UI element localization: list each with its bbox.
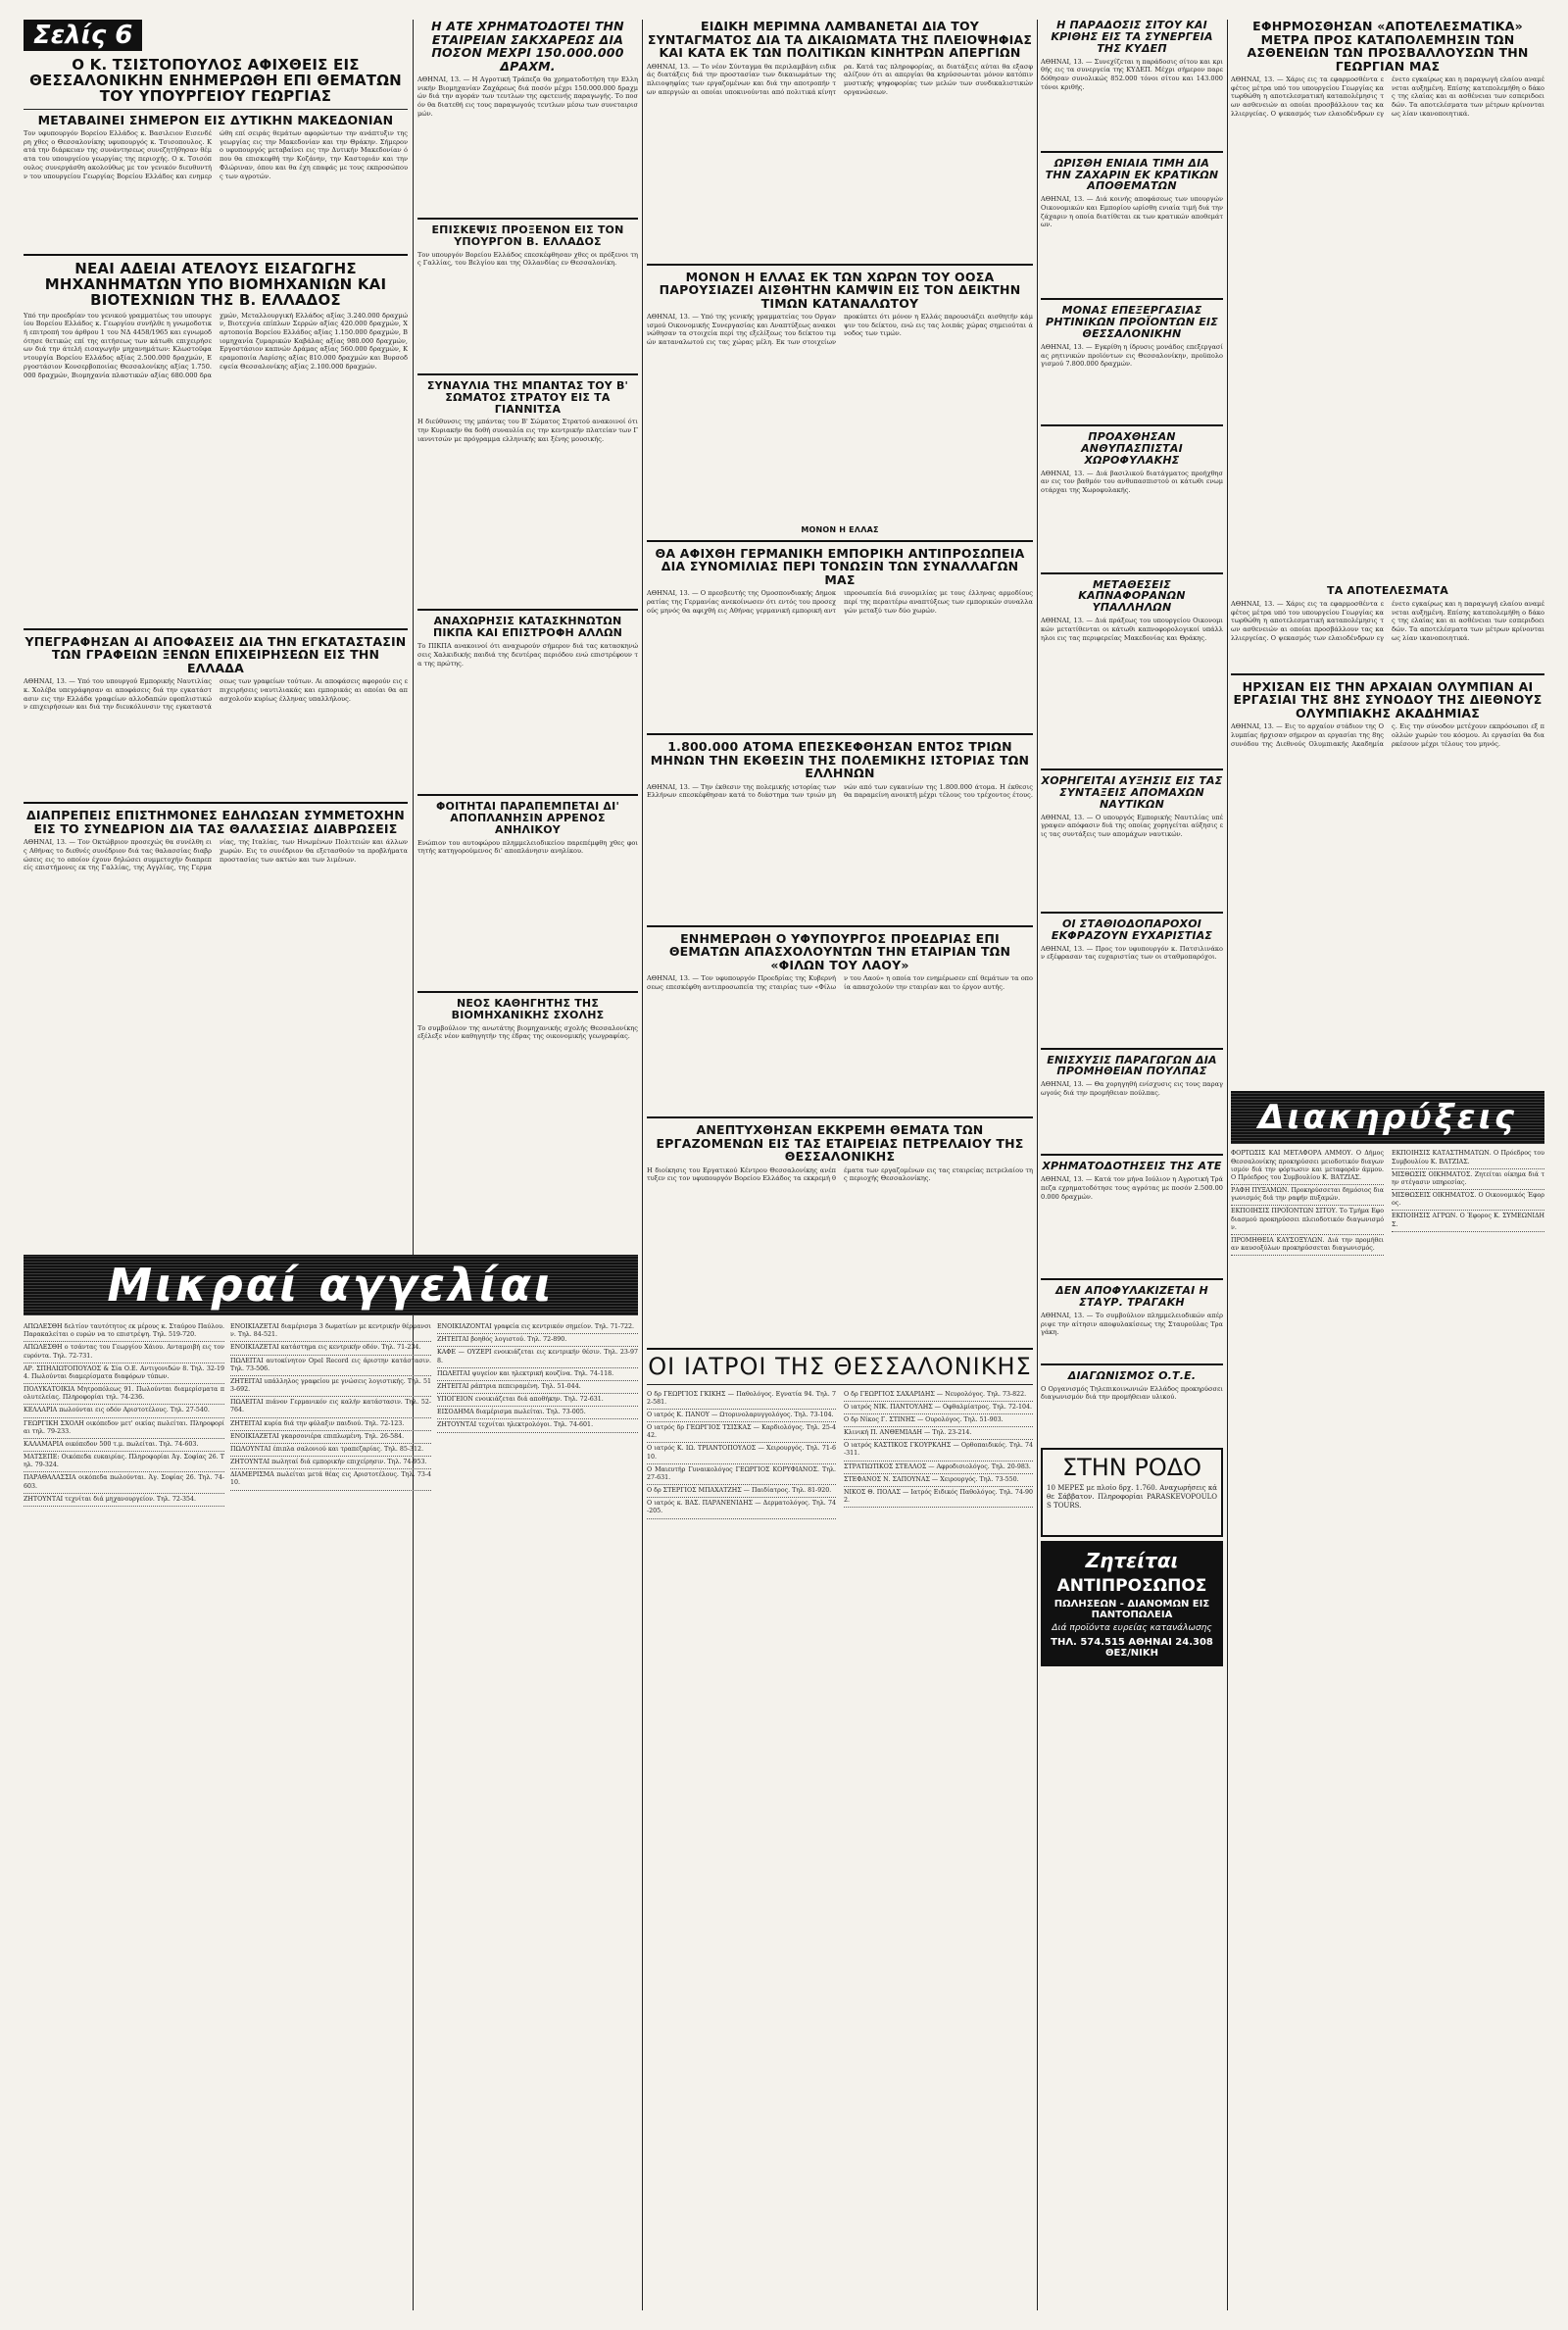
- public-notice: ΕΚΠΟΙΗΣΙΣ ΠΡΟΪΟΝΤΩΝ ΣΙΤΟΥ. Το Τμήμα Εφοδιασμού προκηρύσσει πλειοδοτικόν διαγωνισμόν.: [1231, 1206, 1384, 1235]
- doctors-column: [844, 1389, 1033, 1683]
- article-headline: ΝΕΑΙ ΑΔΕΙΑΙ ΑΤΕΛΟΥΣ ΕΙΣΑΓΩΓΗΣ ΜΗΧΑΝΗΜΑΤΩΝ ΥΠΟ ΒΙΟΜΗΧΑΝΙΩΝ ΚΑΙ ΒΙΟΤΕΧΝΙΩΝ ΤΗΣ Β. ΕΛΛΑΔΟΣ: [44, 260, 387, 310]
- doctor-listing: Ο ιατρός ΝΙΚ. ΠΑΝΤΟΥΛΗΣ — Οφθαλμίατρος. Τηλ. 72-104.: [844, 1402, 1033, 1414]
- notices-banner: Διακηρύξεις: [1231, 1091, 1544, 1144]
- article-body: Τον υπουργόν Βορείου Ελλάδος επεσκέφθησαν χθες οι πρόξενοι της Γαλλίας, του Βελγίου και της Ολλανδίας εν Θεσσαλονίκη.: [417, 250, 638, 268]
- article-body: ΑΘΗΝΑΙ, 13. — Την έκθεσιν της πολεμικής ιστορίας των Ελλήνων επεσκέφθησαν κατά το διάστημα των τριών μηνών από των εγκαινίων της 1.800.000 άτομα. Η έκθεσις θα παραμείνη ανοικτή μέχρι τέλους του τρέχοντος έτους.: [647, 782, 1033, 800]
- article-body: ΑΘΗΝΑΙ, 13. — Διά κοινής αποφάσεως των υπουργών Οικονομικών και Εμπορίου ωρίσθη ενιαία τιμή διά την ζάχαριν η οποία διατίθεται εκ των κρατικών αποθεμάτων.: [1041, 195, 1223, 229]
- article-headline: ΥΠΕΓΡΑΦΗΣΑΝ ΑΙ ΑΠΟΦΑΣΕΙΣ ΔΙΑ ΤΗΝ ΕΓΚΑΤΑΣΤΑΣΙΝ ΤΩΝ ΓΡΑΦΕΙΩΝ ΞΕΝΩΝ ΕΠΙΧΕΙΡΗΣΕΩΝ ΕΙΣ ΤΗΝ ΕΛΛΑΔΑ: [24, 633, 407, 675]
- doctor-listing: Ο δρ ΓΕΩΡΓΙΟΣ ΣΑΧΑΡΙΔΗΣ — Νευρολόγος. Τηλ. 73-822.: [844, 1389, 1033, 1402]
- article-headline: ΕΠΙΣΚΕΨΙΣ ΠΡΟΞΕΝΟΝ ΕΙΣ ΤΟΝ ΥΠΟΥΡΓΟΝ Β. ΕΛΛΑΔΟΣ: [431, 223, 624, 248]
- divider: [24, 109, 408, 110]
- classified-ads-banner: Μικραί αγγελίαι: [24, 1255, 638, 1315]
- classified-ad: ΑΠΩΛΕΣΘΗ δελτίον ταυτότητος εκ μέρους κ. Σταύρου Παύλου. Παρακαλείται ο ευρών να το επιστρέψη. Τηλ. 519-720.: [24, 1321, 224, 1342]
- article-body: ΑΘΗΝΑΙ, 13. — Συνεχίζεται η παράδοσις σίτου και κριθής εις τα συνεργεία της ΚΥΔΕΠ. Μέχρι σήμερον παρεδόθησαν συνολικώς 852.000 τόνοι σίτου και 143.000 τόνοι κριθής.: [1041, 57, 1223, 91]
- article-headline: ΧΟΡΗΓΕΙΤΑΙ ΑΥΞΗΣΙΣ ΕΙΣ ΤΑΣ ΣΥΝΤΑΞΕΙΣ ΑΠΟΜΑΧΩΝ ΝΑΥΤΙΚΩΝ: [1041, 774, 1223, 811]
- page-number-label: Σελίς 6: [24, 20, 142, 51]
- doctor-listing: Ο ιατρός δρ ΓΕΩΡΓΙΟΣ ΤΣΙΣΚΑΣ — Καρδιολόγος. Τηλ. 25-442.: [647, 1422, 836, 1443]
- doctors-column: [647, 1389, 836, 1683]
- article-headline: ΟΙ ΣΤΑΘΙΟΔΟΠΑΡΟΧΟΙ ΕΚΦΡΑΖΟΥΝ ΕΥΧΑΡΙΣΤΙΑΣ: [1051, 917, 1213, 942]
- public-notice: ΜΙΣΘΩΣΕΙΣ ΟΙΚΗΜΑΤΟΣ. Ο Οικονομικός Έφορος.: [1392, 1190, 1544, 1211]
- public-notice: ΠΡΟΜΗΘΕΙΑ ΚΑΥΣΟΞΥΛΩΝ. Διά την προμήθειαν καυσοξύλων προκηρύσσεται διαγωνισμός.: [1231, 1235, 1384, 1256]
- doctor-listing: Ο ιατρός κ. ΒΑΣ. ΠΑΡΑΝΕΝΙΔΗΣ — Δερματολόγος. Τηλ. 74-205.: [647, 1498, 836, 1518]
- doctor-listing: Ο ιατρός Κ. ΙΩ. ΤΡΙΑΝΤΟΠΟΥΛΟΣ — Χειρουργός. Τηλ. 71-610.: [647, 1443, 836, 1463]
- article-headline: ΠΡΟΑΧΘΗΣΑΝ ΑΝΘΥΠΑΣΠΙΣΤΑΙ ΧΩΡΟΦΥΛΑΚΗΣ: [1081, 429, 1183, 467]
- wanted-ad-phones: ΤΗΛ. 574.515 ΑΘΗΝΑΙ 24.308 ΘΕΣ/ΝΙΚΗ: [1051, 1636, 1213, 1659]
- article-body: ΑΘΗΝΑΙ, 13. — Το νέον Σύνταγμα θα περιλαμβάνη ειδικάς διατάξεις διά την προστασίαν των δικαιωμάτων της πλειοψηφίας των εργαζομένων και διά την αποτροπήν των απεργιών αι οποίαι υποκινούνται από πολιτικά κίνητρα. Κατά τας πληροφορίας, αι διατάξεις αύται θα εξασφαλίζουν ότι αι απεργίαι θα κηρύσσωνται μόνον κατόπιν μυστικής ψηφοφορίας των μελών των συνδικαλιστικών οργανώσεων.: [647, 62, 1033, 96]
- divider: [1041, 768, 1223, 770]
- classified-ads-list: [24, 1321, 638, 2304]
- wanted-ad-title: ΑΝΤΙΠΡΟΣΩΠΟΣ: [1056, 1575, 1207, 1596]
- article-headline: Ο Κ. ΤΣΙΣΤΟΠΟΥΛΟΣ ΑΦΙΧΘΕΙΣ ΕΙΣ ΘΕΣΣΑΛΟΝΙΚΗΝ ΕΝΗΜΕΡΩΘΗ ΕΠΙ ΘΕΜΑΤΩΝ ΤΟΥ ΥΠΟΥΡΓΕΙΟΥ ΓΕΩΡΓΙΑΣ: [29, 56, 402, 106]
- classified-ad: ΕΝΟΙΚΙΑΖΕΤΑΙ διαμέρισμα 3 δωματίων με κεντρικήν θέρμανσιν. Τηλ. 84-521.: [230, 1321, 431, 1342]
- divider: [647, 1384, 1033, 1385]
- divider: [647, 925, 1033, 927]
- article-body: Το συμβούλιον της ανωτάτης βιομηχανικής σχολής Θεσσαλονίκης εξέλεξε νέον καθηγητήν της έδρας της οικονομικής γεωγραφίας.: [417, 1023, 638, 1041]
- article-headline: Η ΠΑΡΑΔΟΣΙΣ ΣΙΤΟΥ ΚΑΙ ΚΡΙΘΗΣ ΕΙΣ ΤΑ ΣΥΝΕΡΓΕΙΑ ΤΗΣ ΚΥΔΕΠ: [1051, 19, 1213, 55]
- divider: [1041, 1154, 1223, 1156]
- wanted-ad-subtitle: ΠΩΛΗΣΕΩΝ - ΔΙΑΝΟΜΩΝ ΕΙΣ ΠΑΝΤΟΠΩΛΕΙΑ: [1054, 1598, 1210, 1620]
- classified-ad: ΕΝΟΙΚΙΑΖΕΤΑΙ γκαρσονιέρα επιπλωμένη. Τηλ. 26-584.: [230, 1431, 431, 1444]
- newspaper-page: [24, 20, 1544, 2310]
- doctors-heading: ΟΙ ΙΑΤΡΟΙ ΤΗΣ ΘΕΣΣΑΛΟΝΙΚΗΣ: [648, 1352, 1032, 1380]
- classified-ad: ΔΙΑΜΕΡΙΣΜΑ πωλείται μετά θέας εις Αριστοτέλους. Τηλ. 73-410.: [230, 1469, 431, 1490]
- classified-ad: ΖΗΤΟΥΝΤΑΙ τεχνίται ηλεκτρολόγοι. Τηλ. 74-601.: [437, 1419, 638, 1432]
- classified-ad: ΚΑΦΕ — ΟΥΖΕΡΙ ενοικιάζεται εις κεντρικήν θέσιν. Τηλ. 23-978.: [437, 1347, 638, 1367]
- divider: [417, 991, 638, 993]
- wanted-ad-lead: Ζητείται: [1046, 1549, 1218, 1572]
- wanted-ad-note: Διά προϊόντα ευρείας κατανάλωσης: [1052, 1622, 1212, 1633]
- column-rule: [1227, 20, 1228, 2310]
- column-1: [24, 20, 408, 962]
- classified-ad: ΠΑΡΑΘΑΛΑΣΣΙΑ οικόπεδα πωλούνται. Άγ. Σοφίας 26. Τηλ. 74-603.: [24, 1472, 224, 1493]
- doctor-listing: ΣΤΡΑΤΙΩΤΙΚΟΣ ΣΤΕΛΛΟΣ — Αφροδισιολόγος. Τηλ. 20-983.: [844, 1462, 1033, 1474]
- divider: [1041, 298, 1223, 300]
- article-subheadline: ΜΕΤΑΒΑΙΝΕΙ ΣΗΜΕΡΟΝ ΕΙΣ ΔΥΤΙΚΗΝ ΜΑΚΕΔΟΝΙΑΝ: [37, 112, 394, 127]
- column-4: [1041, 20, 1223, 1666]
- article-headline: Η ΑΤΕ ΧΡΗΜΑΤΟΔΟΤΕΙ ΤΗΝ ΕΤΑΙΡΕΙΑΝ ΣΑΚΧΑΡΕΩΣ ΔΙΑ ΠΟΣΟΝ ΜΕΧΡΙ 150.000.000 ΔΡΑΧΜ.: [431, 20, 624, 74]
- article-headline: ΜΕΤΑΘΕΣΕΙΣ ΚΑΠΝΑΦΟΡΑΝΩΝ ΥΠΑΛΛΗΛΩΝ: [1078, 577, 1186, 615]
- article-headline: 1.800.000 ΑΤΟΜΑ ΕΠΕΣΚΕΦΘΗΣΑΝ ΕΝΤΟΣ ΤΡΙΩΝ ΜΗΝΩΝ ΤΗΝ ΕΚΘΕΣΙΝ ΤΗΣ ΠΟΛΕΜΙΚΗΣ ΙΣΤΟΡΙΑΣ ΤΩΝ ΕΛΛΗΝΩΝ: [650, 739, 1030, 781]
- divider: [1041, 912, 1223, 914]
- rhodes-ad-title: ΣΤΗΝ ΡΟΔΟ: [1061, 1453, 1202, 1481]
- divider: [24, 628, 408, 630]
- rhodes-ad-body: 10 ΜΕΡΕΣ με πλοίο δρχ. 1.760. Αναχωρήσεις κάθε Σάββατον. Πληροφορίαι PARASKEVOPOULOS TOURS.: [1047, 1483, 1217, 1511]
- classified-ad: ΕΝΟΙΚΙΑΖΕΤΑΙ κατάστημα εις κεντρικήν οδόν. Τηλ. 71-234.: [230, 1342, 431, 1355]
- article-headline: ΩΡΙΣΘΗ ΕΝΙΑΙΑ ΤΙΜΗ ΔΙΑ ΤΗΝ ΖΑΧΑΡΙΝ ΕΚ ΚΡΑΤΙΚΩΝ ΑΠΟΘΕΜΑΤΩΝ: [1045, 156, 1219, 193]
- article-body: ΑΘΗΝΑΙ, 13. — Χάρις εις τα εφαρμοσθέντα εφέτος μέτρα υπό του υπουργείου Γεωργίας κατωρθώθη η αποτελεσματική καταπολέμησις των ασθενειών αι οποίαι προσβάλλουν τας καλλιεργείας. Ο ψεκασμός των ελαιοδένδρων εγένετο εγκαίρως και η παραγωγή ελαίου αναμένεται αυξημένη. Επίσης κατεπολεμήθη ο δάκος της ελαίας και αι ασθένειαι των εσπεριδοειδών. Τα αποτελέσματα των μέτρων κρίνονται ως λίαν ικανοποιητικά.: [1231, 599, 1544, 642]
- doctor-listing: Ο Μαιευτήρ Γυναικολόγος ΓΕΩΡΓΙΟΣ ΚΟΡΥΦΙΑΝΟΣ. Τηλ. 27-631.: [647, 1464, 836, 1485]
- doctor-listing: Ο ιατρός ΚΑΣΤΙΚΟΣ ΓΚΟΥΡΚΛΗΣ — Ορθοπαιδικός. Τηλ. 74-311.: [844, 1440, 1033, 1461]
- article-body: ΑΘΗΝΑΙ, 13. — Το συμβούλιον πλημμελειοδικών απέρριψε την αίτησιν αποφυλακίσεως της Σταυρούλας Τραγάκη.: [1041, 1311, 1223, 1337]
- doctor-listing: Κλινική Π. ΑΝΘΕΜΙΑΔΗ — Τηλ. 23-214.: [844, 1427, 1033, 1440]
- public-notice: ΕΚΠΟΙΗΣΙΣ ΑΓΡΩΝ. Ο Έφορος Κ. ΣΥΜΕΩΝΙΔΗΣ.: [1392, 1211, 1544, 1231]
- ads-column: [437, 1321, 638, 2304]
- divider: [1041, 1278, 1223, 1280]
- article-body: ΑΘΗΝΑΙ, 13. — Υπό της γενικής γραμματείας του Οργανισμού Οικονομικής Συνεργασίας και Αναπτύξεως ανακοινώθησαν τα στοιχεία περί της εξελίξεως του δείκτου τιμών καταναλωτού εις τας χώρας μέλη. Εκ των στοιχείων προκύπτει ότι μόνον η Ελλάς παρουσιάζει αισθητήν κάμψιν του δείκτου, ενώ εις τας λοιπάς χώρας σημειούται άνοδος των τιμών.: [647, 313, 1033, 347]
- doctor-listing: Ο δρ ΓΕΩΡΓΙΟΣ ΓΚΙΚΗΣ — Παθολόγος. Εγνατία 94. Τηλ. 72-581.: [647, 1389, 836, 1410]
- article-body: ΑΘΗΝΑΙ, 13. — Προς τον υφυπουργόν κ. Πατσιλινάκον εξέφρασαν τας ευχαριστίας των οι σταθμοπαρόχοι.: [1041, 944, 1223, 962]
- divider: [647, 733, 1033, 735]
- public-notice: ΕΚΠΟΙΗΣΙΣ ΚΑΤΑΣΤΗΜΑΤΩΝ. Ο Πρόεδρος του Συμβουλίου Κ. ΒΑΤΖΙΑΣ.: [1392, 1148, 1544, 1168]
- article-headline: ΝΕΟΣ ΚΑΘΗΓΗΤΗΣ ΤΗΣ ΒΙΟΜΗΧΑΝΙΚΗΣ ΣΧΟΛΗΣ: [451, 996, 605, 1021]
- classified-ad: ΑΡ. ΣΠΗΛΙΩΤΟΠΟΥΛΟΣ & Σία Ο.Ε. Αντιγονιδών 8. Τηλ. 32-194. Πωλούνται διαμερίσματα διαφόρων τύπων.: [24, 1363, 224, 1384]
- article-body: ΑΘΗΝΑΙ, 13. — Ο πρεσβευτής της Ομοσπονδιακής Δημοκρατίας της Γερμανίας ανεκοίνωσεν ότι εντός του προσεχούς μηνός θα αφιχθή εις Αθήνας γερμανική εμπορική αντιπροσωπεία διά συνομιλίας με τους έλληνας αρμοδίους περί της περαιτέρω αναπτύξεως των εμπορικών συναλλαγών μεταξύ των δύο χωρών.: [647, 589, 1033, 615]
- column-rule: [1037, 20, 1038, 2310]
- divider: [1041, 1363, 1223, 1365]
- divider: [24, 254, 408, 256]
- column-rule: [642, 20, 643, 2310]
- classified-ad: ΓΕΩΡΓΙΚΗ ΣΧΟΛΗ οικόπεδον μετ' οικίας πωλείται. Πληροφορίαι τηλ. 79-233.: [24, 1418, 224, 1439]
- column-2: [417, 20, 638, 1245]
- article-headline: ΜΟΝΑΣ ΕΠΕΞΕΡΓΑΣΙΑΣ ΡΗΤΙΝΙΚΩΝ ΠΡΟΪΟΝΤΩΝ ΕΙΣ ΘΕΣΣΑΛΟΝΙΚΗΝ: [1046, 304, 1218, 340]
- classified-ad: ΠΟΛΥΚΑΤΟΙΚΙΑ Μητροπόλεως 91. Πωλούνται διαμερίσματα πολυτελείας. Πληροφορίαι τηλ. 74-236.: [24, 1384, 224, 1405]
- classified-ad: ΕΙΣΟΔΗΜΑ διαμέρισμα πωλείται. Τηλ. 73-005.: [437, 1407, 638, 1419]
- public-notice: ΦΟΡΤΩΣΙΣ ΚΑΙ ΜΕΤΑΦΟΡΑ ΑΜΜΟΥ. Ο Δήμος Θεσσαλονίκης προκηρύσσει μειοδοτικόν διαγωνισμόν διά την φόρτωσιν και μεταφοράν άμμου. Ο Πρόεδρος του Συμβουλίου Κ. ΒΑΤΖΙΑΣ.: [1231, 1148, 1384, 1185]
- divider: [417, 794, 638, 796]
- divider: [417, 218, 638, 220]
- article-body: Ο Οργανισμός Τηλεπικοινωνιών Ελλάδος προκηρύσσει διαγωνισμόν διά την προμήθειαν υλικού.: [1041, 1384, 1223, 1402]
- classified-ad: ΠΩΛΟΥΝΤΑΙ έπιπλα σαλονιού και τραπεζαρίας. Τηλ. 85-312.: [230, 1444, 431, 1457]
- article-headline: ΧΡΗΜΑΤΟΔΟΤΗΣΕΙΣ ΤΗΣ ΑΤΕ: [1042, 1160, 1222, 1173]
- rhodes-ad: [1041, 1448, 1223, 1537]
- classified-ad: ΠΩΛΕΙΤΑΙ αυτοκίνητον Opel Record εις άριστην κατάστασιν. Τηλ. 73-506.: [230, 1356, 431, 1376]
- article-signoff: ΜΟΝΟΝ Η ΕΛΛΑΣ: [801, 525, 879, 534]
- article-body: Η διεύθυνσις της μπάντας του Β' Σώματος Στρατού ανακοινοί ότι την Κυριακήν θα δοθή συναυλία εις την κεντρικήν πλατείαν των Γιαννιτσών με πρόγραμμα ελληνικής και ξένης μουσικής.: [417, 418, 638, 443]
- classified-ad: ΚΑΛΑΜΑΡΙΑ οικόπεδον 500 τ.μ. πωλείται. Τηλ. 74-603.: [24, 1439, 224, 1452]
- article-body: ΑΘΗΝΑΙ, 13. — Εγκρίθη η ίδρυσις μονάδος επεξεργασίας ρητινικών προϊόντων εις Θεσσαλονίκην, προϋπολογισμού 7.800.000 δραχμών.: [1041, 342, 1223, 369]
- classified-ad: ΜΑΤΣΕΠΕ: Οικόπεδα ευκαιρίας. Πληροφορίαι Άγ. Σοφίας 26. Τηλ. 79-324.: [24, 1452, 224, 1472]
- representative-wanted-ad: [1041, 1541, 1223, 1666]
- article-subheadline: ΤΑ ΑΠΟΤΕΛΕΣΜΑΤΑ: [1327, 584, 1448, 597]
- article-body: ΑΘΗΝΑΙ, 13. — Χάρις εις τα εφαρμοσθέντα εφέτος μέτρα υπό του υπουργείου Γεωργίας κατωρθώθη η αποτελεσματική καταπολέμησις των ασθενειών αι οποίαι προσβάλλουν τας καλλιεργείας. Ο ψεκασμός των ελαιοδένδρων εγένετο εγκαίρως και η παραγωγή ελαίου αναμένεται αυξημένη. Επίσης κατεπολεμήθη ο δάκος της ελαίας και αι ασθένειαι των εσπεριδοειδών. Τα αποτελέσματα των μέτρων κρίνονται ως λίαν ικανοποιητικά.: [1231, 75, 1544, 118]
- article-headline: ΔΙΑΓΩΝΙΣΜΟΣ Ο.Τ.Ε.: [1067, 1368, 1197, 1382]
- classified-ad: ΖΗΤΕΙΤΑΙ βοηθός λογιστού. Τηλ. 72-890.: [437, 1334, 638, 1347]
- article-headline: ΜΟΝΟΝ Η ΕΛΛΑΣ ΕΚ ΤΩΝ ΧΩΡΩΝ ΤΟΥ ΟΟΣΑ ΠΑΡΟΥΣΙΑΖΕΙ ΑΙΣΘΗΤΗΝ ΚΑΜΨΙΝ ΕΙΣ ΤΟΝ ΔΕΙΚΤΗΝ ΤΙΜΩΝ ΚΑΤΑΝΑΛΩΤΟΥ: [659, 269, 1021, 311]
- doctors-directory: [647, 1389, 1033, 1683]
- divider: [647, 1348, 1033, 1350]
- article-body: ΑΘΗΝΑΙ, 13. — Κατά τον μήνα Ιούλιον η Αγροτική Τράπεζα εχρηματοδότησε τους αγρότας με ποσόν 2.500.000.000 δραχμών.: [1041, 1175, 1223, 1201]
- doctor-listing: Ο δρ ΣΤΕΡΓΙΟΣ ΜΠΑΧΑΤΖΗΣ — Παιδίατρος. Τηλ. 81-920.: [647, 1485, 836, 1498]
- notices-column: [1392, 1148, 1544, 2314]
- article-body: ΑΘΗΝΑΙ, 13. — Τον Οκτώβριον προσεχώς θα συνέλθη εις Αθήνας το διεθνές συνέδριον διά τας θαλασσίας διαβρώσεις εις το οποίον έχουν δηλώσει συμμετοχήν διαπρεπείς επιστήμονες εκ της Γαλλίας, της Αγγλίας, της Γερμανίας, της Ιταλίας, των Ηνωμένων Πολιτειών και άλλων χωρών. Εις το συνέδριον θα εξετασθούν τα προβλήματα προστασίας των ακτών και των λιμένων.: [24, 838, 408, 872]
- article-headline: ΕΙΔΙΚΗ ΜΕΡΙΜΝΑ ΛΑΜΒΑΝΕΤΑΙ ΔΙΑ ΤΟΥ ΣΥΝΤΑΓΜΑΤΟΣ ΔΙΑ ΤΑ ΔΙΚΑΙΩΜΑΤΑ ΤΗΣ ΠΛΕΙΟΨΗΦΙΑΣ ΚΑΙ ΚΑΤΑ ΕΚ ΤΩΝ ΠΟΛΙΤΙΚΩΝ ΚΙΝΗΤΡΩΝ ΑΠΕΡΓΙΩΝ: [647, 19, 1033, 60]
- ads-column: [230, 1321, 431, 2304]
- public-notice: ΡΑΦΗ ΠΥΞΑΜΩΝ. Προκηρύσσεται δημόσιος διαγωνισμός διά την ραφήν πυξαμών.: [1231, 1185, 1384, 1206]
- article-body: Το ΠΙΚΠΑ ανακοινοί ότι αναχωρούν σήμερον διά τας κατασκηνώσεις Χαλκιδικής παιδιά της δευτέρας περιόδου ενώ επιστρέφουν τα της πρώτης.: [417, 642, 638, 668]
- divider: [647, 264, 1033, 266]
- public-notice: ΜΙΣΘΩΣΙΣ ΟΙΚΗΜΑΤΟΣ. Ζητείται οίκημα διά την στέγασιν υπηρεσίας.: [1392, 1169, 1544, 1190]
- article-headline: ΘΑ ΑΦΙΧΘΗ ΓΕΡΜΑΝΙΚΗ ΕΜΠΟΡΙΚΗ ΑΝΤΙΠΡΟΣΩΠΕΙΑ ΔΙΑ ΣΥΝΟΜΙΛΙΑΣ ΠΕΡΙ ΤΟΝΩΣΙΝ ΤΩΝ ΣΥΝΑΛΛΑΓΩΝ ΜΑΣ: [655, 545, 1025, 587]
- article-headline: ΕΝΙΣΧΥΣΙΣ ΠΑΡΑΓΩΓΩΝ ΔΙΑ ΠΡΟΜΗΘΕΙΑΝ ΠΟΥΛΠΑΣ: [1047, 1053, 1217, 1078]
- divider: [24, 802, 408, 804]
- article-headline: ΕΝΗΜΕΡΩΘΗ Ο ΥΦΥΠΟΥΡΓΟΣ ΠΡΟΕΔΡΙΑΣ ΕΠΙ ΘΕΜΑΤΩΝ ΑΠΑΣΧΟΛΟΥΝΤΩΝ ΤΗΝ ΕΤΑΙΡΙΑΝ ΤΩΝ «ΦΙΛΩΝ ΤΟΥ ΛΑΟΥ»: [668, 930, 1011, 972]
- article-headline: ΦΟΙΤΗΤΑΙ ΠΑΡΑΠΕΜΠΕΤΑΙ ΔΙ' ΑΠΟΠΛΑΝΗΣΙΝ ΑΡΡΕΝΟΣ ΑΝΗΛΙΚΟΥ: [435, 800, 620, 836]
- doctor-listing: ΝΙΚΟΣ Θ. ΠΟΛΑΣ — Ιατρός Ειδικός Παθολόγος. Τηλ. 74-902.: [844, 1487, 1033, 1508]
- notices-list: [1231, 1148, 1544, 2314]
- classified-ads-section: [24, 1255, 638, 2310]
- classified-ad: ΖΗΤΕΙΤΑΙ υπάλληλος γραφείου με γνώσεις λογιστικής. Τηλ. 513-692.: [230, 1376, 431, 1397]
- divider: [647, 540, 1033, 542]
- column-5: [1231, 20, 1544, 2314]
- classified-ad: ΖΗΤΟΥΝΤΑΙ τεχνίται διά μηχανουργείον. Τηλ. 72-354.: [24, 1494, 224, 1507]
- classified-ad: ΖΗΤΕΙΤΑΙ κυρία διά την φύλαξιν παιδιού. Τηλ. 72-123.: [230, 1418, 431, 1431]
- classified-ad: ΚΕΛΛΑΡΙΑ πωλούνται εις οδόν Αριστοτέλους. Τηλ. 27-540.: [24, 1405, 224, 1417]
- article-headline: ΔΕΝ ΑΠΟΦΥΛΑΚΙΖΕΤΑΙ Η ΣΤΑΥΡ. ΤΡΑΓΑΚΗ: [1055, 1284, 1208, 1309]
- article-headline: ΔΙΑΠΡΕΠΕΙΣ ΕΠΙΣΤΗΜΟΝΕΣ ΕΔΗΛΩΣΑΝ ΣΥΜΜΕΤΟΧΗΝ ΕΙΣ ΤΟ ΣΥΝΕΔΡΙΟΝ ΔΙΑ ΤΑΣ ΘΑΛΑΣΣΙΑΣ ΔΙΑΒΡΩΣΕΙΣ: [26, 808, 405, 836]
- divider: [1041, 424, 1223, 426]
- divider: [1041, 1048, 1223, 1050]
- divider: [1041, 151, 1223, 153]
- article-body: Υπό την προεδρίαν του γενικού γραμματέως του υπουργείου Βορείου Ελλάδος κ. Γεωργίου συνήλθε η γνωμοδοτική επιτροπή του άρθρου 1 του ΝΔ 4458/1965 και εγνωμοδότησε θετικώς επί της αιτήσεως των κάτωθι επιχειρήσεων διά την άτελή εισαγωγήν μηχανημάτων: Κλωστοϋφαντουργία Βορείου Ελλάδος αξίας 2.500.000 δραχμών, Εργοστάσιον Κονσερβοποιίας Θεσσαλονίκης αξίας 1.750.000 δραχμών, Βιομηχανία πλαστικών αξίας 680.000 δραχμών, Μεταλλουργική Ελλάδος αξίας 3.240.000 δραχμών, Βιοτεχνία επίπλων Σερρών αξίας 420.000 δραχμών, Χαρτοποιία Βορείου Ελλάδος αξίας 1.150.000 δραχμών, Βιομηχανία ζυμαρικών Καβάλας αξίας 980.000 δραχμών, Εργοστάσιον καπνών Δράμας αξίας 560.000 δραχμών, Κεραμοποιία Λαρίσης αξίας 810.000 δραχμών και Βυρσοδεψεία Θεσσαλονίκης αξίας 2.100.000 δραχμών.: [24, 311, 408, 379]
- classified-ad: ΠΩΛΕΙΤΑΙ ψυγείον και ηλεκτρική κουζίνα. Τηλ. 74-118.: [437, 1368, 638, 1381]
- section-label: [24, 20, 408, 51]
- article-body: ΑΘΗΝΑΙ, 13. — Υπό του υπουργού Εμπορικής Ναυτιλίας κ. Χολέβα υπεγράφησαν αι αποφάσεις διά την εγκατάστασιν εις την Ελλάδα γραφείων αλλοδαπών εφοπλιστικών επιχειρήσεων και διά την διευκόλυνσιν της εγκαταστάσεως των γραφείων τούτων. Αι αποφάσεις αφορούν εις επιχειρήσεις ναυτιλιακάς και εμπορικάς αι οποίαι θα απασχολούν κυρίως έλληνας υπαλλήλους.: [24, 677, 408, 712]
- article-headline: ΕΦΗΡΜΟΣΘΗΣΑΝ «ΑΠΟΤΕΛΕΣΜΑΤΙΚΑ» ΜΕΤΡΑ ΠΡΟΣ ΚΑΤΑΠΟΛΕΜΗΣΙΝ ΤΩΝ ΑΣΘΕΝΕΙΩΝ ΤΩΝ ΠΡΟΣΒΑΛΛΟΥΣΩΝ ΤΗΝ ΓΕΩΡΓΙΑΝ ΜΑΣ: [1247, 19, 1529, 74]
- divider: [1231, 673, 1544, 675]
- article-body: ΑΘΗΝΑΙ, 13. — Τον υφυπουργόν Προεδρίας της Κυβερνήσεως επεσκέφθη αντιπροσωπεία της εταιρίας των «Φίλων του Λαού» η οποία τον ενημέρωσεν επί θεμάτων τα οποία απασχολούν την εταιρίαν και το έργον αυτής.: [647, 974, 1033, 991]
- column-3: [647, 20, 1033, 1683]
- ads-column: [24, 1321, 224, 2304]
- article-body: Ενώπιον του αυτοφώρου πλημμελειοδικείου παρεπέμφθη χθες φοιτητής κατηγορούμενος δι' αποπλάνησιν ανηλίκου.: [417, 838, 638, 856]
- doctor-listing: ΣΤΕΦΑΝΟΣ Ν. ΣΑΠΟΥΝΑΣ — Χειρουργός. Τηλ. 73-550.: [844, 1474, 1033, 1487]
- article-body: ΑΘΗΝΑΙ, 13. — Η Αγροτική Τράπεζα θα χρηματοδοτήση την Ελληνικήν Βιομηχανίαν Ζαχάρεως διά ποσόν μέχρι 150.000.000 δραχμών διά την αγοράν των τευτλων της εφετεινής παραγωγής. Το ποσόν θα διατεθή εις τους παραγωγούς τευτλων μέσω των συνεταιρισμών.: [417, 75, 638, 118]
- article-body: ΑΘΗΝΑΙ, 13. — Διά πράξεως του υπουργείου Οικονομικών μετατίθενται οι κάτωθι καπνοφορολογικοί υπάλληλοι εις τας περιφερείας Μακεδονίας και Θράκης.: [1041, 617, 1223, 642]
- article-body: ΑΘΗΝΑΙ, 13. — Θα χορηγηθή ενίσχυσις εις τους παραγωγούς διά την προμήθειαν πούλπας.: [1041, 1080, 1223, 1097]
- article-body: Τον υφυπουργόν Βορείου Ελλάδος κ. Βασιλειον Εισενδέρη χθες ο Θεσσαλονίκης υφυπουργός κ. Τσισοπουλος. Κατά την διάρκειαν της συνάντησεως συνεζητήθησαν θέματα του υπουργείου γεωργίας της περιοχής. Ο κ. Τσισόπουλος συνεργάσθη ακολούθως με τον γενικόν διευθυντήν του υπουργείου Γεωργίας Βορείου Ελλάδος και ενημερώθη επί σειράς θεμάτων αφορώντων την ανάπτυξιν της γεωργίας εις την Μακεδονίαν και την Θράκην. Σήμερον ο υφυπουργός μεταβαίνει εις την Δυτικήν Μακεδονίαν όπου θα επισκεφθή την Κοζάνην, την Καστοριάν και την Φλώριναν, όπου και θα έχη επαφάς με τους εκπροσώπους των αγροτών.: [24, 129, 408, 180]
- divider: [417, 609, 638, 611]
- classified-ad: ΖΗΤΕΙΤΑΙ ράπτρια πεπειραμένη. Τηλ. 51-044.: [437, 1381, 638, 1394]
- classified-ad: ΑΠΩΛΕΣΘΗ ο τσάντας του Γεωργίου Χάιου. Ανταμοιβή εις τον ευρόντα. Τηλ. 72-731.: [24, 1342, 224, 1363]
- article-body: ΑΘΗΝΑΙ, 13. — Εις το αρχαίον στάδιον της Ολυμπίας ήρχισαν σήμερον αι εργασίαι της 8ης συνόδου της Διεθνούς Ολυμπιακής Ακαδημίας. Εις την σύνοδον μετέχουν εκπρόσωποι εξ πολλών χωρών του κόσμου. Αι εργασίαι θα διαρκέσουν μέχρι τέλους του μηνός.: [1231, 722, 1544, 748]
- article-headline: ΑΝΑΧΩΡΗΣΙΣ ΚΑΤΑΣΚΗΝΩΤΩΝ ΠΙΚΠΑ ΚΑΙ ΕΠΙΣΤΡΟΦΗ ΑΛΛΩΝ: [432, 615, 623, 640]
- classified-ad: ΥΠΟΓΕΙΟΝ ενοικιάζεται διά αποθήκην. Τηλ. 72-631.: [437, 1394, 638, 1407]
- divider: [1041, 572, 1223, 574]
- divider: [647, 1116, 1033, 1118]
- article-body: Η διοίκησις του Εργατικού Κέντρου Θεσσαλονίκης ανέπτυξεν εις τον υφυπουργόν Βορείου Ελλάδος τα εκκρεμή θέματα των εργαζομένων εις τας εταιρείας πετρελαίου της περιοχής Θεσσαλονίκης.: [647, 1165, 1033, 1183]
- classified-ad: ΠΩΛΕΙΤΑΙ πιάνον Γερμανικόν εις καλήν κατάστασιν. Τηλ. 52-764.: [230, 1397, 431, 1417]
- article-body: ΑΘΗΝΑΙ, 13. — Διά βασιλικού διατάγματος προήχθησαν εις τον βαθμόν του ανθυπασπιστού οι κάτωθι ενωμοτάρχαι της Χωροφυλακής.: [1041, 469, 1223, 494]
- article-body: ΑΘΗΝΑΙ, 13. — Ο υπουργός Εμπορικής Ναυτιλίας υπέγραψεν απόφασιν διά της οποίας χορηγείται αύξησις εις τας συντάξεις των απομάχων ναυτικών.: [1041, 813, 1223, 839]
- classified-ad: ΕΝΟΙΚΙΑΖΟΝΤΑΙ γραφεία εις κεντρικόν σημείον. Τηλ. 71-722.: [437, 1321, 638, 1334]
- article-headline: ΗΡΧΙΣΑΝ ΕΙΣ ΤΗΝ ΑΡΧΑΙΑΝ ΟΛΥΜΠΙΑΝ ΑΙ ΕΡΓΑΣΙΑΙ ΤΗΣ 8ΗΣ ΣΥΝΟΔΟΥ ΤΗΣ ΔΙΕΘΝΟΥΣ ΟΛΥΜΠΙΑΚΗΣ ΑΚΑΔΗΜΙΑΣ: [1233, 678, 1543, 720]
- article-headline: ΣΥΝΑΥΛΙΑ ΤΗΣ ΜΠΑΝΤΑΣ ΤΟΥ Β' ΣΩΜΑΤΟΣ ΣΤΡΑΤΟΥ ΕΙΣ ΤΑ ΓΙΑΝΝΙΤΣΑ: [426, 378, 629, 416]
- doctor-listing: Ο δρ Νίκος Γ. ΣΤΙΝΗΣ — Ουρολόγος. Τηλ. 51-903.: [844, 1414, 1033, 1427]
- doctor-listing: Ο ιατρός Κ. ΠΑΝΟΥ — Ωτορινολαρυγγολόγος. Τηλ. 73-104.: [647, 1410, 836, 1422]
- notices-column: [1231, 1148, 1384, 2314]
- divider: [417, 373, 638, 375]
- article-headline: ΑΝΕΠΤΥΧΘΗΣΑΝ ΕΚΚΡΕΜΗ ΘΕΜΑΤΑ ΤΩΝ ΕΡΓΑΖΟΜΕΝΩΝ ΕΙΣ ΤΑΣ ΕΤΑΙΡΕΙΑΣ ΠΕΤΡΕΛΑΙΟΥ ΤΗΣ ΘΕΣΣΑΛΟΝΙΚΗΣ: [656, 1122, 1024, 1165]
- classified-ad: ΖΗΤΟΥΝΤΑΙ πωληταί διά εμπορικήν επιχείρησιν. Τηλ. 74-953.: [230, 1457, 431, 1469]
